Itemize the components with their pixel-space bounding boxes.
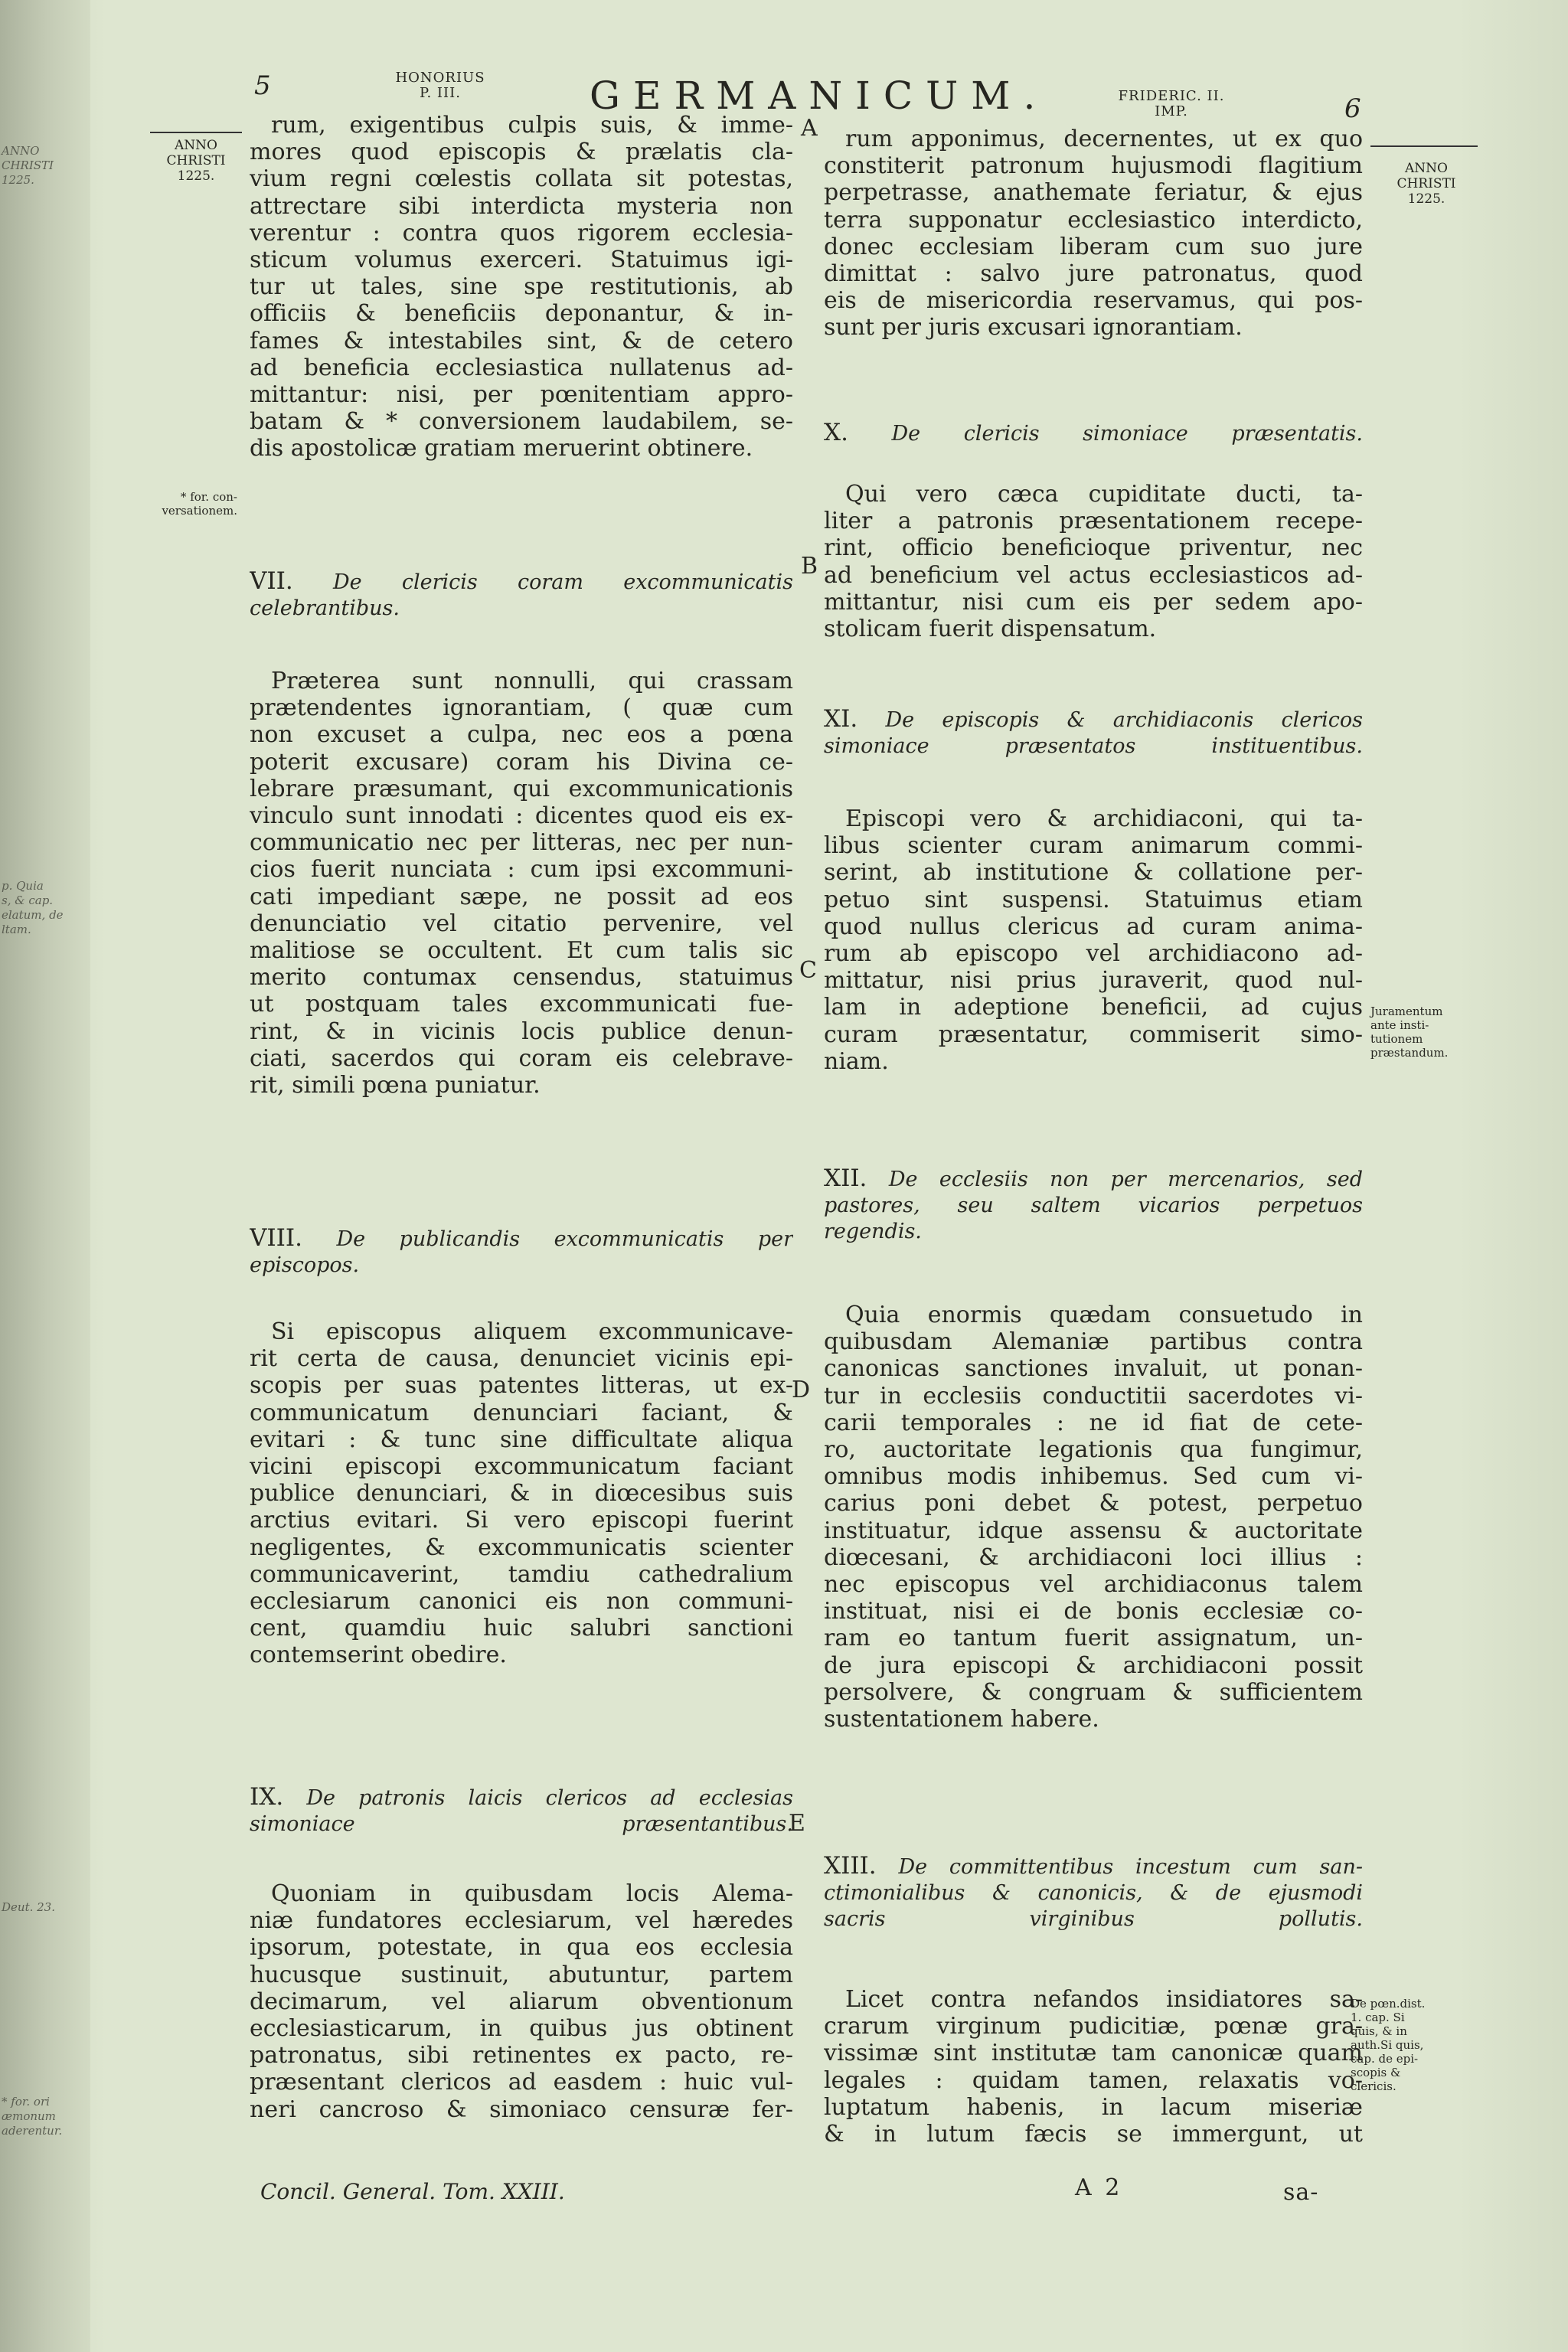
- heading-11: [824, 706, 1363, 760]
- heading-11-line2: simoniace præsentatos instituentibus.: [824, 734, 1363, 758]
- text-line: serint, ab institutione & collatione per-: [824, 859, 1363, 887]
- heading-11-line1: De episcopis & archidiaconis clericos: [885, 708, 1363, 732]
- text-line: lam in adeptione beneficii, ad cujus: [824, 994, 1363, 1021]
- paragraph-13: [824, 1986, 1363, 2148]
- margin-line: 1225.: [177, 168, 215, 184]
- text-line: cios fuerit nunciata : cum ipsi excommuni-: [250, 856, 793, 884]
- header-ref-right-line2: IMP.: [1155, 103, 1188, 119]
- text-line: patronatus, sibi retinentes ex pacto, re-: [250, 2042, 793, 2069]
- margin-line: ANNO: [2, 144, 40, 158]
- footer-catchword: sa-: [1283, 2179, 1319, 2206]
- margin-line: ANNO: [1405, 161, 1448, 176]
- text-line: poterit excusare) coram his Divina ce-: [250, 748, 793, 776]
- margin-line: aderentur.: [2, 2124, 63, 2138]
- paragraph-9: [250, 1880, 793, 2123]
- right-column-block-11: [824, 805, 1363, 1075]
- heading-9: [250, 1784, 793, 1838]
- text-line: vinculo sunt innodati : dicentes quod eis ex-: [250, 802, 793, 830]
- text-line: rum apponimus, decernentes, ut ex quo: [845, 126, 1363, 152]
- bleed-anno: [2, 144, 84, 188]
- margin-line: clericis.: [1351, 2079, 1396, 2093]
- text-line: communicatio nec per litteras, nec per nun-: [250, 829, 793, 857]
- text-line: sustentationem habere.: [824, 1706, 1099, 1733]
- margin-anno-right: [1384, 161, 1468, 207]
- text-line: quod nullus clericus ad curam anima-: [824, 913, 1363, 940]
- heading-13-number: XIII.: [824, 1853, 877, 1880]
- heading-12: [824, 1165, 1363, 1245]
- page-number-right: 6: [1344, 93, 1361, 124]
- text-line: crarum virginum pudicitiæ, pœnæ gra-: [824, 2013, 1363, 2040]
- text-line: diœcesani, & archidiaconi loci illius :: [824, 1544, 1363, 1571]
- heading-10: [824, 420, 1363, 447]
- text-line: ro, auctoritate legationis qua fungimur,: [824, 1436, 1363, 1464]
- text-line: Episcopi vero & archidiaconi, qui ta-: [845, 805, 1363, 832]
- text-line: tur in ecclesiis conductitii sacerdotes vi-: [824, 1382, 1363, 1410]
- heading-7: [250, 568, 793, 622]
- heading-12-number: XII.: [824, 1165, 867, 1192]
- left-column-block-9: [250, 1880, 793, 2123]
- text-line: instituatur, idque assensu & auctoritate: [824, 1517, 1363, 1544]
- margin-note-de-poen: [1351, 1997, 1465, 2093]
- margin-line: versationem.: [162, 504, 237, 518]
- paragraph-7: [250, 668, 793, 1099]
- text-line: terra supponatur ecclesiastico interdicto,: [824, 206, 1363, 234]
- text-line: fames & intestabiles sint, & de cetero: [250, 327, 793, 354]
- heading-8-line1: De publicandis excommunicatis per: [336, 1227, 793, 1251]
- text-line: vissimæ sint institutæ tam canonicæ quam: [824, 2040, 1363, 2067]
- text-line: ad beneficia ecclesiastica nullatenus ad-: [250, 354, 793, 381]
- heading-10-number: X.: [824, 420, 848, 446]
- text-line: ecclesiasticarum, in quibus jus obtinent: [250, 2015, 793, 2043]
- paragraph-12: [824, 1302, 1363, 1733]
- text-line: verentur : contra quos rigorem ecclesia-: [250, 219, 793, 247]
- heading-8-line2: episcopos.: [250, 1253, 360, 1277]
- text-line: legales : quidam tamen, relaxatis vo-: [824, 2066, 1363, 2094]
- text-line: communicaverint, tamdiu cathedralium: [250, 1560, 793, 1588]
- margin-line: 1225.: [2, 173, 34, 187]
- text-line: liter a patronis præsentationem recepe-: [824, 508, 1363, 535]
- text-line: omnibus modis inhibemus. Sed cum vi-: [824, 1463, 1363, 1491]
- left-column-block-8: [250, 1318, 793, 1669]
- heading-7-number: VII.: [250, 568, 293, 595]
- margin-line: ANNO: [175, 138, 217, 153]
- heading-7-line2: celebrantibus.: [250, 596, 400, 620]
- text-line: ipsorum, potestate, in qua eos ecclesia: [250, 1934, 793, 1962]
- paragraph-right-1: [824, 126, 1363, 341]
- margin-line: ltam.: [2, 923, 31, 936]
- text-line: neri cancroso & simoniaco censuræ fer-: [250, 2096, 793, 2123]
- text-line: merito contumax censendus, statuimus: [250, 964, 793, 991]
- text-line: negligentes, & excommunicatis scienter: [250, 1534, 793, 1561]
- bleed-note-3: [2, 2095, 84, 2138]
- heading-13-line3: sacris virginibus pollutis.: [824, 1907, 1363, 1931]
- heading-8-number: VIII.: [250, 1225, 302, 1252]
- text-line: ecclesiarum canonici eis non communi-: [250, 1588, 793, 1615]
- text-line: rint, officio beneficioque priventur, nec: [824, 534, 1363, 562]
- text-line: mittantur, nisi cum eis per sedem apo-: [824, 588, 1363, 616]
- text-line: canonicas sanctiones invaluit, ut ponan-: [824, 1355, 1363, 1383]
- text-line: mittatur, nisi prius juraverit, quod nul-: [824, 967, 1363, 995]
- text-line: rit certa de causa, denunciet vicinis epi-: [250, 1345, 793, 1373]
- bleed-note-2: [2, 1900, 84, 1915]
- heading-12-line3: regendis.: [824, 1220, 922, 1243]
- text-line: ad beneficium vel actus ecclesiasticos ad-: [824, 561, 1363, 589]
- margin-line: CHRISTI: [1396, 176, 1456, 191]
- margin-line: Juramentum: [1370, 1004, 1443, 1018]
- text-line: præsentant clericos ad easdem : huic vul-: [250, 2069, 793, 2096]
- paragraph-8: [250, 1318, 793, 1669]
- text-line: de jura episcopi & archidiaconi possit: [824, 1651, 1363, 1679]
- page-number-left: 5: [254, 70, 271, 101]
- margin-line: p. Quia: [2, 879, 44, 893]
- header-ref-left-line1: HONORIUS: [395, 70, 485, 86]
- text-line: sticum volumus exerceri. Statuimus igi-: [250, 247, 793, 274]
- text-line: rint, & in vicinis locis publice denun-: [250, 1018, 793, 1045]
- heading-9-line2: simoniace præsentantibus.: [250, 1812, 793, 1836]
- text-line: hucusque sustinuit, abutuntur, partem: [250, 1961, 793, 1988]
- header-ref-right: [1102, 89, 1240, 119]
- margin-line: * for. ori: [2, 2095, 50, 2109]
- paragraph-10: [824, 481, 1363, 642]
- footer-volume: Concil. General. Tom. XXIII.: [260, 2179, 565, 2204]
- text-line: prætendentes ignorantiam, ( quæ cum: [250, 694, 793, 722]
- text-line: dimittat : salvo jure patronatus, quod: [824, 260, 1363, 288]
- text-line: Licet contra nefandos insidiatores sa-: [845, 1986, 1363, 2013]
- margin-line: elatum, de: [2, 908, 64, 922]
- margin-line: CHRISTI: [166, 153, 226, 168]
- text-line: denunciatio vel citatio pervenire, vel: [250, 910, 793, 937]
- text-line: instituat, nisi ei de bonis ecclesiæ co-: [824, 1598, 1363, 1625]
- heading-13: [824, 1853, 1363, 1932]
- right-column-block-12: [824, 1302, 1363, 1733]
- text-line: carii temporales : ne id fiat de cete-: [824, 1409, 1363, 1436]
- margin-line: quis, & in: [1351, 2024, 1407, 2038]
- heading-9-line1: De patronis laicis clericos ad ecclesias: [306, 1786, 793, 1810]
- section-letter-a: A: [801, 115, 818, 142]
- text-line: Qui vero cæca cupiditate ducti, ta-: [845, 481, 1363, 508]
- heading-7-line1: De clericis coram excommunicatis: [332, 570, 793, 594]
- margin-anno-left: [150, 138, 242, 184]
- text-line: donec ecclesiam liberam cum suo jure: [824, 233, 1363, 260]
- text-line: evitari : & tunc sine difficultate aliqua: [250, 1426, 793, 1453]
- heading-9-number: IX.: [250, 1784, 284, 1811]
- text-line: non excuset a culpa, nec eos a pœna: [250, 721, 793, 749]
- text-line: rum ab episcopo vel archidiacono ad-: [824, 940, 1363, 968]
- text-line: publice denunciari, & in diœcesibus suis: [250, 1480, 793, 1508]
- text-line: arctius evitari. Si vero episcopi fuerint: [250, 1507, 793, 1534]
- text-line: nec episcopus vel archidiaconus talem: [824, 1571, 1363, 1599]
- heading-12-line2: pastores, seu saltem vicarios perpetuos: [824, 1194, 1363, 1217]
- text-line: vium regni cœlestis collata sit potestas,: [250, 165, 793, 193]
- heading-12-line1: De ecclesiis non per mercenarios, sed: [888, 1168, 1363, 1191]
- text-line: niæ fundatores ecclesiarum, vel hæredes: [250, 1907, 793, 1935]
- text-line: sunt per juris excusari ignorantiam.: [824, 314, 1243, 341]
- text-line: officiis & beneficiis deponantur, & in-: [250, 300, 793, 328]
- text-line: curam præsentatur, commiserit simo-: [824, 1021, 1363, 1048]
- margin-line: tutionem: [1370, 1032, 1423, 1046]
- text-line: Quoniam in quibusdam locis Alema-: [271, 1880, 793, 1907]
- text-line: scopis per suas patentes litteras, ut ex-: [250, 1372, 793, 1400]
- right-column-block-13: [824, 1986, 1363, 2148]
- text-line: perpetrasse, anathemate feriatur, & ejus: [824, 179, 1363, 207]
- margin-line: auth.Si quis,: [1351, 2038, 1424, 2052]
- page-title: GERMANICUM.: [590, 74, 1049, 118]
- paragraph-11: [824, 805, 1363, 1075]
- text-line: communicatum denunciari faciant, &: [250, 1399, 793, 1426]
- header-ref-right-line1: FRIDERIC. II.: [1118, 88, 1225, 104]
- margin-line: De pœn.dist.: [1351, 1997, 1426, 2011]
- margin-line: 1. cap. Si: [1351, 2011, 1405, 2024]
- text-line: Si episcopus aliquem excommunicave-: [271, 1318, 793, 1345]
- heading-13-line1: De committentibus incestum cum san-: [898, 1855, 1363, 1879]
- text-line: petuo sint suspensi. Statuimus etiam: [824, 886, 1363, 913]
- paragraph-left-1: [250, 112, 793, 462]
- section-letter-e: E: [789, 1810, 805, 1837]
- text-line: quibusdam Alemaniæ partibus contra: [824, 1328, 1363, 1356]
- margin-line: cap. de epi-: [1351, 2052, 1419, 2066]
- text-line: Præterea sunt nonnulli, qui crassam: [271, 668, 793, 694]
- heading-11-number: XI.: [824, 706, 858, 733]
- text-line: contemserint obedire.: [250, 1642, 507, 1669]
- margin-line: s, & cap.: [2, 893, 54, 907]
- book-spine-edge: [0, 0, 90, 2352]
- rule-right: [1370, 145, 1478, 147]
- text-line: mittantur: nisi, per pœnitentiam appro-: [250, 381, 793, 409]
- text-line: tur ut tales, sine spe restitutionis, ab: [250, 273, 793, 301]
- rule-left: [150, 132, 242, 133]
- margin-line: ante insti-: [1370, 1018, 1429, 1032]
- text-line: ut postquam tales excommunicati fue-: [250, 991, 793, 1018]
- right-column-block-1: [824, 126, 1363, 341]
- text-line: lebrare præsumant, qui excommunicationis: [250, 775, 793, 802]
- section-letter-b: B: [801, 553, 818, 580]
- left-column-block-7: [250, 668, 793, 1099]
- text-line: cati impediant sæpe, ne possit ad eos: [250, 883, 793, 910]
- text-line: mores quod episcopis & prælatis cla-: [250, 139, 793, 166]
- text-line: Quia enormis quædam consuetudo in: [845, 1302, 1363, 1328]
- margin-line: scopis &: [1351, 2066, 1401, 2079]
- text-line: persolvere, & congruam & sufficientem: [824, 1678, 1363, 1706]
- text-line: constiterit patronum hujusmodi flagitium: [824, 152, 1363, 180]
- text-line: stolicam fuerit dispensatum.: [824, 616, 1157, 643]
- heading-13-line2: ctimonialibus & canonicis, & de ejusmodi: [824, 1881, 1363, 1905]
- text-line: cent, quamdiu huic salubri sanctioni: [250, 1615, 793, 1642]
- margin-line: Deut. 23.: [2, 1900, 55, 1914]
- margin-note-left: [130, 490, 237, 518]
- text-line: eis de misericordia reservamus, qui pos-: [824, 287, 1363, 315]
- text-line: vicini episcopi excommunicatum faciant: [250, 1453, 793, 1481]
- text-line: niam.: [824, 1047, 889, 1075]
- text-line: libus scienter curam animarum commi-: [824, 832, 1363, 860]
- footer-signature: A 2: [1075, 2174, 1123, 2201]
- header-ref-left: [383, 70, 498, 101]
- margin-line: præstandum.: [1370, 1046, 1449, 1060]
- text-line: ram eo tantum fuerit assignatum, un-: [824, 1625, 1363, 1652]
- margin-line: CHRISTI: [2, 158, 54, 172]
- text-line: rum, exigentibus culpis suis, & imme-: [271, 112, 793, 139]
- heading-10-line1: De clericis simoniace præsentatis.: [891, 422, 1363, 446]
- text-line: decimarum, vel aliarum obventionum: [250, 1988, 793, 2015]
- section-letter-d: D: [792, 1377, 811, 1403]
- text-line: malitiose se occultent. Et cum talis sic: [250, 937, 793, 965]
- margin-line: * for. con-: [180, 490, 237, 504]
- text-line: batam & * conversionem laudabilem, se-: [250, 408, 793, 436]
- text-line: rit, simili pœna puniatur.: [250, 1072, 541, 1099]
- text-line: ciati, sacerdos qui coram eis celebrave-: [250, 1044, 793, 1072]
- section-letter-c: C: [799, 957, 817, 984]
- bleed-note-1: [2, 879, 84, 937]
- text-line: carius poni debet & potest, perpetuo: [824, 1490, 1363, 1517]
- margin-note-juramentum: [1370, 1004, 1478, 1060]
- right-column-block-10: [824, 481, 1363, 642]
- header-ref-left-line2: P. III.: [420, 85, 461, 101]
- heading-8: [250, 1225, 793, 1279]
- text-line: attrectare sibi interdicta mysteria non: [250, 192, 793, 220]
- left-column-block-1: [250, 112, 793, 462]
- text-line: luptatum habenis, in lacum miseriæ: [824, 2093, 1363, 2121]
- margin-line: 1225.: [1407, 191, 1446, 207]
- text-line: & in lutum fæcis se immergunt, ut: [824, 2121, 1363, 2148]
- margin-line: æmonum: [2, 2109, 56, 2123]
- text-line: dis apostolicæ gratiam meruerint obtinere.: [250, 435, 753, 462]
